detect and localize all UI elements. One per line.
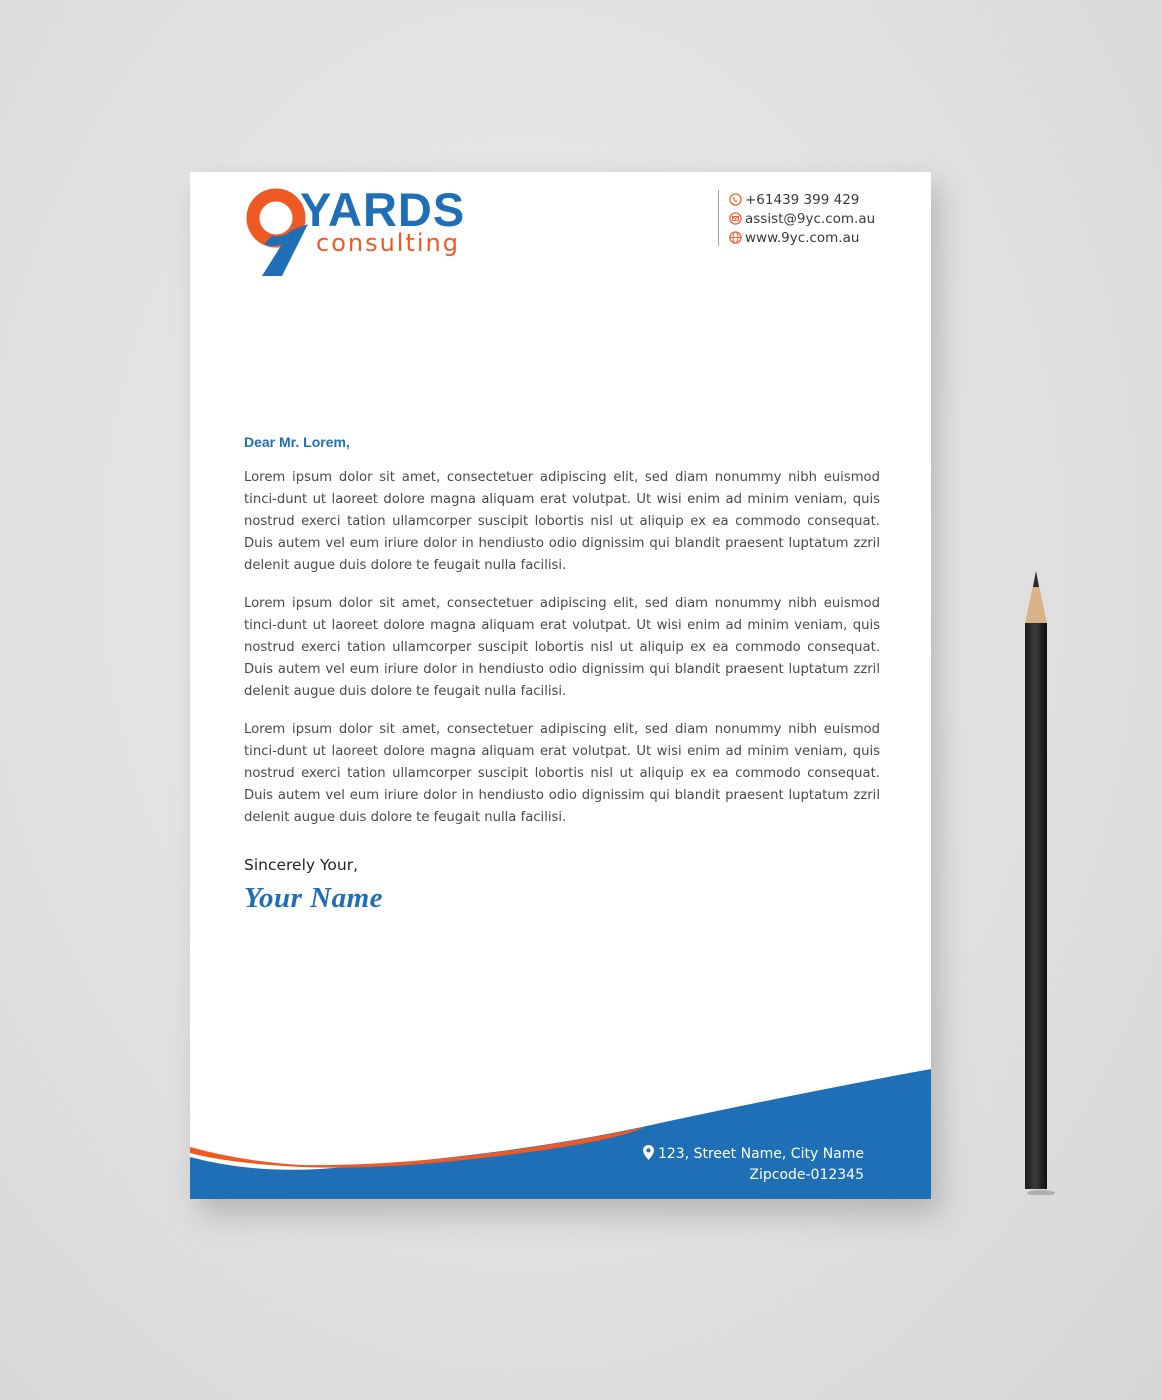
globe-icon (729, 231, 742, 244)
signature: Your Name (244, 882, 384, 914)
footer-address (643, 1144, 864, 1186)
logo-subtitle: consulting (316, 229, 460, 257)
phone-icon (729, 193, 742, 206)
letter-closing: Sincerely Your, (244, 856, 359, 874)
letter-greeting: Dear Mr. Lorem, (244, 434, 350, 450)
contact-web (729, 228, 875, 247)
logo-wordmark: YARDS (300, 183, 466, 236)
letter-paragraph: Lorem ipsum dolor sit amet, consectetuer adipiscing elit, sed diam nonummy nibh euismod tinci-dunt ut laoreet dolore magna aliquam erat volutpat. Ut wisi enim ad minim veniam, quis nostrud exerci tation ullamcorper suscipit lobortis nisl ut aliquip ex ea commodo consequat. Duis autem vel eum iriure dolor in hendiusto odio dignissim qui blandit praesent luptatum zzril delenit augue duis dolore te feugait nulla facilisi. (244, 722, 880, 825)
location-pin-icon (643, 1145, 654, 1160)
address-street: 123, Street Name, City Name (657, 1146, 864, 1162)
pencil-image (1015, 565, 1065, 1195)
phone-text: +61439 399 429 (745, 191, 860, 208)
email-icon (729, 212, 742, 225)
contact-block (718, 190, 875, 246)
contact-email (729, 209, 875, 228)
address-zipcode: Zipcode-012345 (749, 1167, 864, 1183)
company-logo (242, 183, 502, 278)
address-line-1 (643, 1144, 864, 1165)
letter-paragraph: Lorem ipsum dolor sit amet, consectetuer adipiscing elit, sed diam nonummy nibh euismod tinci-dunt ut laoreet dolore magna aliquam erat volutpat. Ut wisi enim ad minim veniam, quis nostrud exerci tation ullamcorper suscipit lobortis nisl ut aliquip ex ea commodo consequat. Duis autem vel eum iriure dolor in hendiusto odio dignissim qui blandit praesent luptatum zzril delenit augue duis dolore te feugait nulla facilisi. (244, 470, 880, 573)
email-text: assist@9yc.com.au (745, 210, 876, 227)
web-text: www.9yc.com.au (745, 229, 860, 246)
contact-phone (729, 190, 875, 209)
letter-paragraph: Lorem ipsum dolor sit amet, consectetuer adipiscing elit, sed diam nonummy nibh euismod tinci-dunt ut laoreet dolore magna aliquam erat volutpat. Ut wisi enim ad minim veniam, quis nostrud exerci tation ullamcorper suscipit lobortis nisl ut aliquip ex ea commodo consequat. Duis autem vel eum iriure dolor in hendiusto odio dignissim qui blandit praesent luptatum zzril delenit augue duis dolore te feugait nulla facilisi. (244, 596, 880, 699)
letterhead-page (190, 172, 931, 1199)
